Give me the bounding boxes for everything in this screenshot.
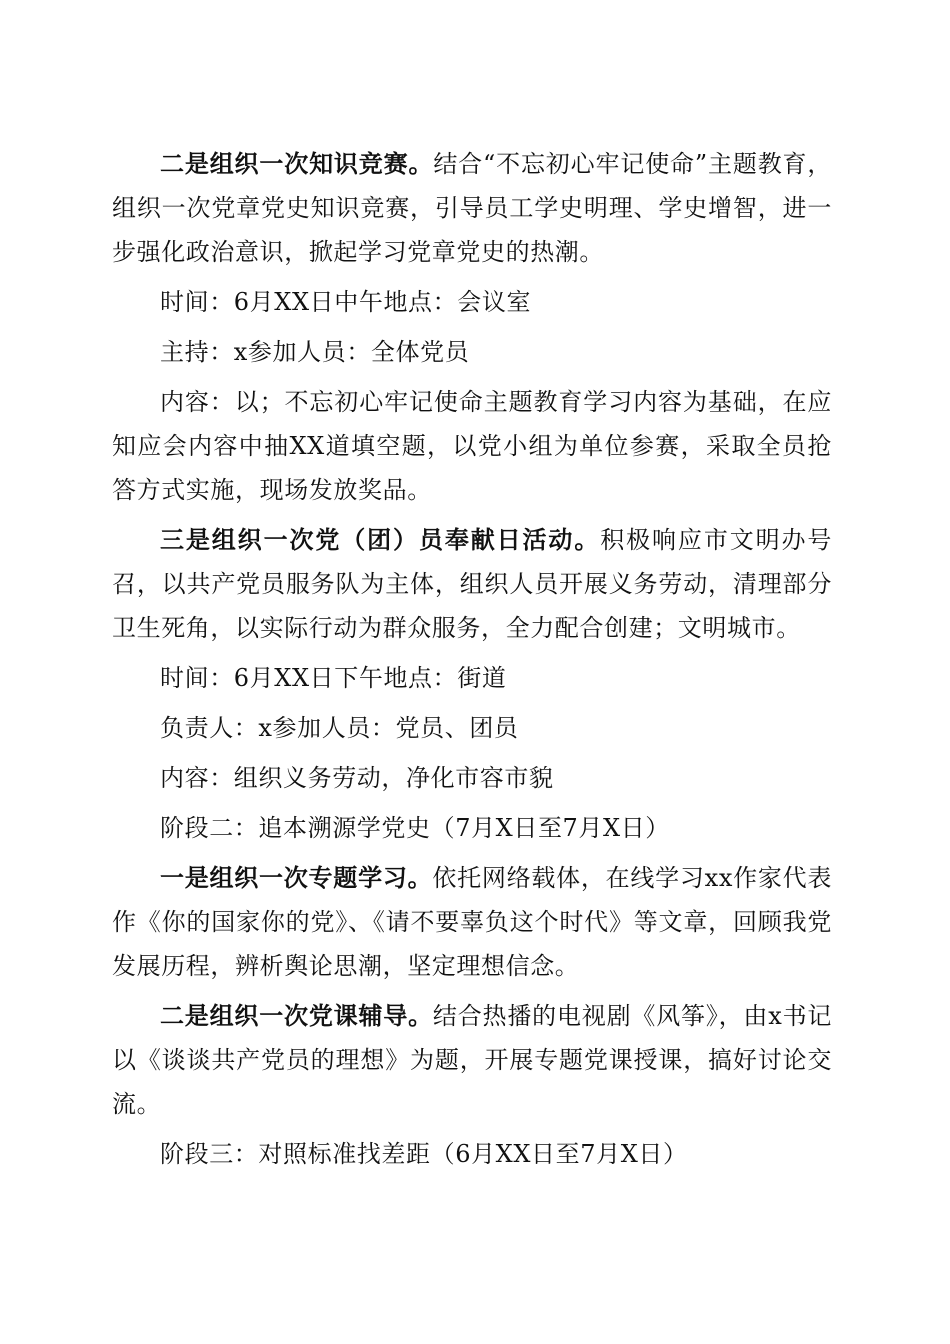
paragraph-special-study — [112, 856, 832, 988]
paragraph-lead: 二是组织一次党课辅导。 — [160, 1001, 433, 1030]
paragraph-dedication-content — [112, 756, 832, 800]
paragraph-text: 内容：以；不忘初心牢记使命主题教育学习内容为基础，在应知应会内容中抽XX道填空题，以党小组为单位参赛，采取全员抢答方式实施，现场发放奖品。 — [112, 388, 832, 504]
paragraph-text: 结合热播的电视剧《风筝》，由x书记以《谈谈共产党员的理想》为题，开展专题党课授课，搞好讨论交流。 — [112, 1002, 832, 1118]
paragraph-text: 时间：6月XX日下午地点：街道 — [160, 664, 507, 692]
paragraph-text: 时间：6月XX日中午地点：会议室 — [160, 288, 532, 316]
paragraph-stage-two-heading — [112, 806, 832, 850]
paragraph-text: 依托网络载体，在线学习xx作家代表作《你的国家你的党》、《请不要辜负这个时代》等文章，回顾我党发展历程，辨析舆论思潮，坚定理想信念。 — [112, 864, 832, 980]
paragraph-text: 阶段三：对照标准找差距（6月XX日至7月X日） — [160, 1140, 688, 1168]
paragraph-text: 结合“不忘初心牢记使命”主题教育，组织一次党章党史知识竞赛，引导员工学史明理、学史增智，进一步强化政治意识，掀起学习党章党史的热潮。 — [112, 150, 832, 266]
paragraph-party-lecture — [112, 994, 832, 1126]
paragraph-text: 内容：组织义务劳动，净化市容市貌 — [160, 764, 554, 792]
paragraph-knowledge-contest — [112, 142, 832, 274]
paragraph-lead: 二是组织一次知识竞赛。 — [160, 149, 434, 178]
paragraph-contest-time — [112, 280, 832, 324]
paragraph-dedication-day — [112, 518, 832, 650]
paragraph-contest-content — [112, 380, 832, 512]
paragraph-text: 主持：x参加人员：全体党员 — [160, 338, 470, 366]
paragraph-text: 积极响应市文明办号召，以共产党员服务队为主体，组织人员开展义务劳动，清理部分卫生死角，以实际行动为群众服务，全力配合创建；文明城市。 — [112, 526, 832, 642]
paragraph-dedication-time — [112, 656, 832, 700]
paragraph-contest-host — [112, 330, 832, 374]
paragraph-text: 阶段二：追本溯源学党史（7月X日至7月X日） — [160, 814, 670, 842]
paragraph-text: 负责人：x参加人员：党员、团员 — [160, 714, 519, 742]
document-body — [112, 142, 832, 1176]
paragraph-stage-three-heading — [112, 1132, 832, 1176]
paragraph-lead: 三是组织一次党（团）员奉献日活动。 — [160, 525, 601, 554]
paragraph-dedication-lead-person — [112, 706, 832, 750]
paragraph-lead: 一是组织一次专题学习。 — [160, 863, 433, 892]
